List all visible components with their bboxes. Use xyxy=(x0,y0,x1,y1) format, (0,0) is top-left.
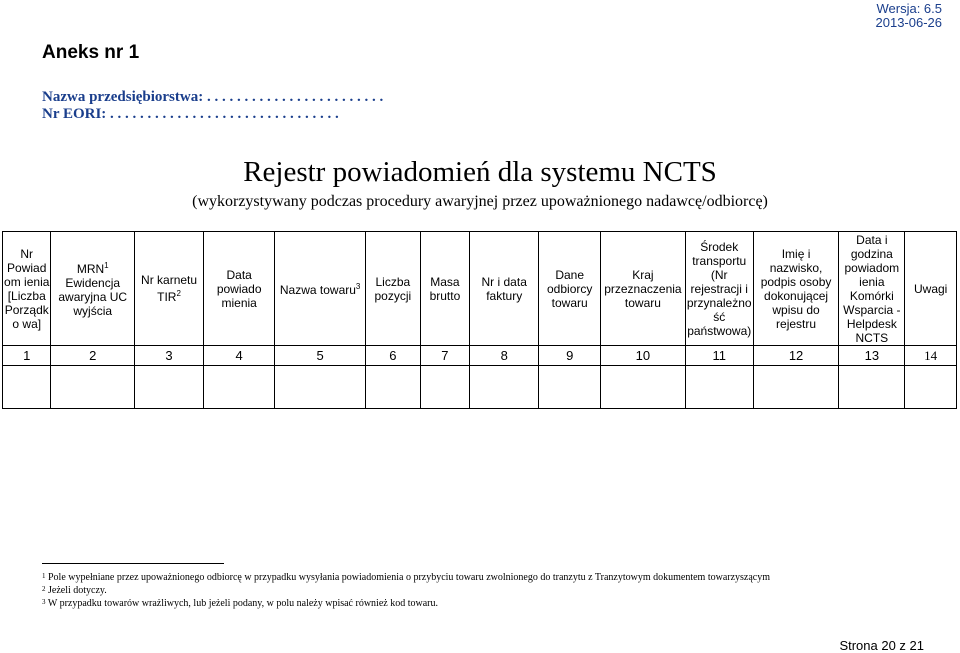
column-number: 3 xyxy=(135,346,204,366)
page-number: Strona 20 z 21 xyxy=(839,638,924,653)
header-cell: Nr Powiadom ienia [Liczba Porządko wa] xyxy=(3,232,51,346)
version-info xyxy=(876,2,943,30)
header-cell: Nr i data faktury xyxy=(470,232,539,346)
eori-field: Nr EORI: . . . . . . . . . . . . . . . . . . . . . . . . . . . . . . . xyxy=(42,106,339,122)
empty-cell[interactable] xyxy=(51,366,135,409)
empty-cell[interactable] xyxy=(839,366,905,409)
header-cell: Kraj przeznaczenia towaru xyxy=(601,232,686,346)
header-cell: Dane odbiorcy towaru xyxy=(539,232,601,346)
column-number: 8 xyxy=(470,346,539,366)
footnote-3: $^3$ W przypadku towarów wrażliwych, lub jeżeli podany, w polu należy wpisać również kod towaru. xyxy=(42,598,438,609)
header-cell: Liczba pozycji xyxy=(366,232,421,346)
version-label: Wersja: 6.5 xyxy=(876,1,942,16)
empty-cell[interactable] xyxy=(275,366,366,409)
header-cell: Środek transportu (Nr rejestracji i przynależność państwowa) xyxy=(685,232,753,346)
column-number: 6 xyxy=(366,346,421,366)
document-subtitle: (wykorzystywany podczas procedury awaryjnej przez upoważnionego nadawcę/odbiorcę) xyxy=(192,193,768,210)
column-number: 1 xyxy=(3,346,51,366)
header-cell: Nr karnetu TIR$^2$ xyxy=(135,232,204,346)
column-number: 13 xyxy=(839,346,905,366)
version-date: 2013-06-26 xyxy=(875,15,942,30)
empty-cell[interactable] xyxy=(685,366,753,409)
empty-cell[interactable] xyxy=(470,366,539,409)
column-number: 11 xyxy=(685,346,753,366)
column-number: 12 xyxy=(753,346,839,366)
company-name-field: Nazwa przedsiębiorstwa: . . . . . . . . . . . . . . . . . . . . . . . . xyxy=(42,89,384,105)
footnote-separator xyxy=(42,563,224,564)
empty-cell[interactable] xyxy=(420,366,470,409)
empty-cell[interactable] xyxy=(3,366,51,409)
header-cell: Data i godzina powiadom ienia Komórki Wsparcia - Helpdesk NCTS xyxy=(839,232,905,346)
column-number: 9 xyxy=(539,346,601,366)
footnote-1: $^1$ Pole wypełniane przez upoważnionego odbiorcę w przypadku wysyłania powiadomienia o przybyciu towaru zwolnionego do tranzytu z Tranzytowym dokumentem towarzyszącym xyxy=(42,572,771,583)
column-number: 7 xyxy=(420,346,470,366)
column-number: 14 xyxy=(905,346,957,366)
empty-cell[interactable] xyxy=(366,366,421,409)
column-number: 4 xyxy=(204,346,275,366)
header-cell: Data powiado mienia xyxy=(204,232,275,346)
header-cell: Nazwa towaru$^3$ xyxy=(275,232,366,346)
footnote-2: $^2$ Jeżeli dotyczy. xyxy=(42,585,107,596)
header-cell: Masa brutto xyxy=(420,232,470,346)
empty-entry-row xyxy=(3,366,957,409)
header-cell: Uwagi xyxy=(905,232,957,346)
empty-cell[interactable] xyxy=(135,366,204,409)
annex-heading: Aneks nr 1 xyxy=(42,42,140,63)
register-table xyxy=(2,231,957,409)
empty-cell[interactable] xyxy=(905,366,957,409)
column-number-row xyxy=(3,346,957,366)
header-cell: MRN$^1$ Ewidencja awaryjna UC wyjścia xyxy=(51,232,135,346)
column-number: 2 xyxy=(51,346,135,366)
header-cell: Imię i nazwisko, podpis osoby dokonującej wpisu do rejestru xyxy=(753,232,839,346)
empty-cell[interactable] xyxy=(753,366,839,409)
empty-cell[interactable] xyxy=(204,366,275,409)
empty-cell[interactable] xyxy=(601,366,686,409)
empty-cell[interactable] xyxy=(539,366,601,409)
column-number: 5 xyxy=(275,346,366,366)
document-title: Rejestr powiadomień dla systemu NCTS xyxy=(243,156,717,188)
header-row xyxy=(3,232,957,346)
column-number: 10 xyxy=(601,346,686,366)
